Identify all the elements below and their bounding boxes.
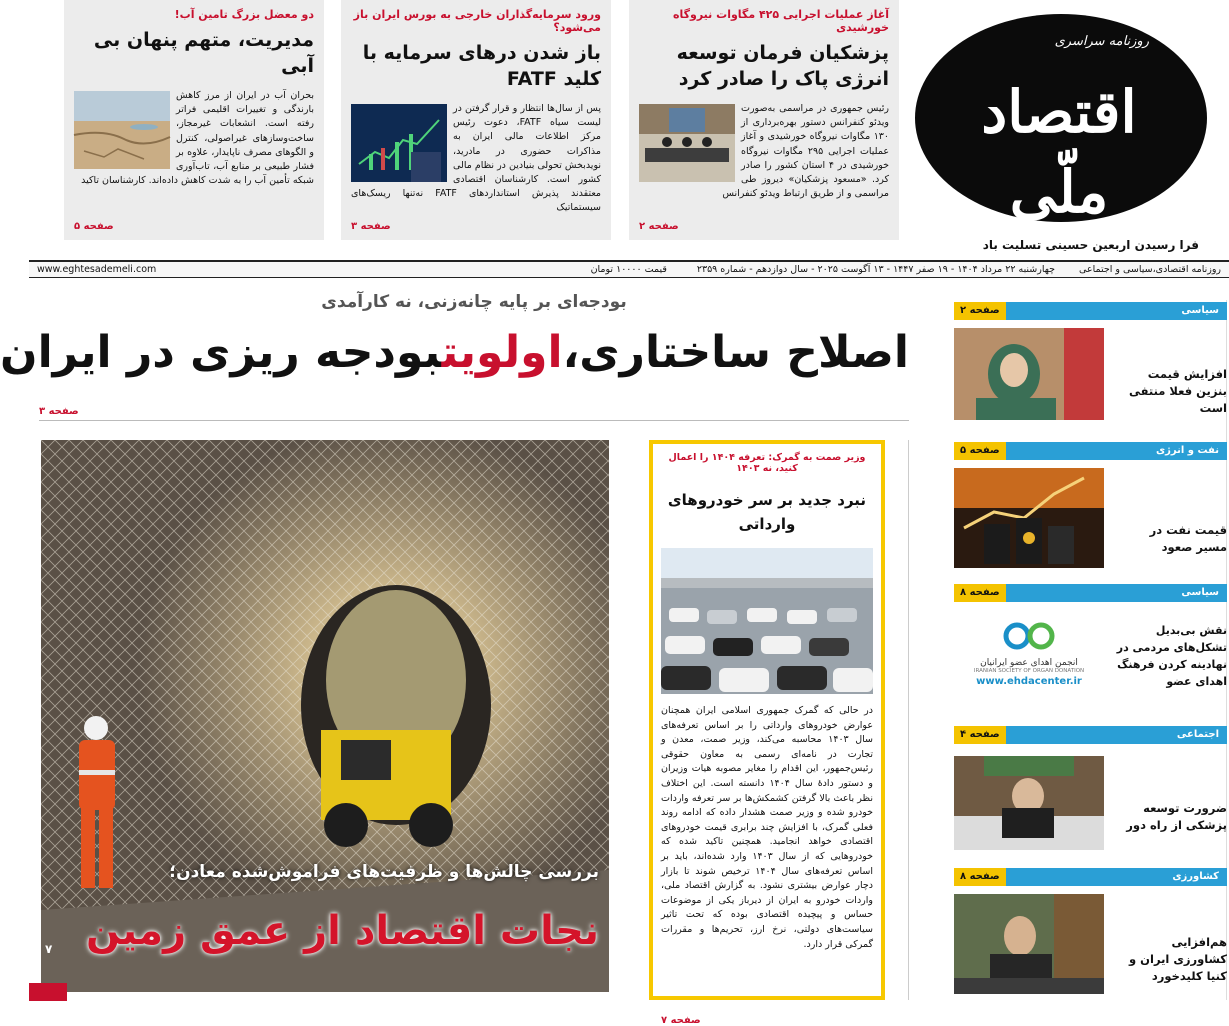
teaser-kicker: آغاز عملیات اجرایی ۴۲۵ مگاوات نیروگاه خورشیدی	[672, 8, 889, 34]
sidebar-item-agriculture[interactable]	[954, 868, 1227, 1000]
teaser-body-text: بحران آب در ایران از مرز کاهش بارندگی و تغییرات اقلیمی فراتر رفته است. انشعابات غیرمجاز، ساخت‌وسازهای غیراصولی، کنترل و الگوهای مصرف ناپایدار، علاوه بر فشار طبیعی بر منابع آب، تاب‌آوری شبکه تأمین آب را به شدت کاهش داده‌اند. کارشناسان تاکید	[81, 90, 314, 187]
sidebar-text: هم‌افزایی کشاورزی ایران و کنیا کلید‌خورد	[1129, 935, 1227, 983]
center-story-page: صفحه ۷	[661, 1015, 701, 1026]
dry-land-photo	[74, 91, 170, 169]
teaser-body	[351, 102, 601, 216]
section-page: صفحه ۲	[954, 302, 1006, 320]
teaser-water[interactable]	[64, 0, 324, 240]
corner-badge	[29, 983, 67, 1001]
issue-date: چهارشنبه ۲۲ مرداد ۱۴۰۴ - ۱۹ صفر ۱۴۴۷ - ۱۳ آگوست ۲۰۲۵ - سال دوازدهم - شماره ۲۳۵۹	[696, 264, 1055, 275]
center-story-kicker: وزیر صمت به گمرک: تعرفه ۱۴۰۴ را اعمال کنید، نه ۱۴۰۳	[668, 452, 866, 474]
section-page: صفحه ۸	[954, 868, 1006, 886]
teaser-fatf[interactable]	[341, 0, 611, 240]
oil-barrels-photo	[954, 468, 1104, 568]
teaser-kicker: دو معضل بزرگ تامین آب!	[174, 8, 314, 21]
sidebar-text: ضرورت توسعه پزشکی از راه دور	[1126, 801, 1227, 832]
official-portrait-photo	[954, 328, 1104, 420]
paper-section: روزنامه اقتصادی،سیاسی و اجتماعی	[1079, 264, 1221, 275]
headline-part-1: اصلاح ساختاری،	[562, 327, 909, 378]
headline-title	[0, 318, 909, 388]
teaser-kicker: ورود سرمایه‌گذاران خارجی به بورس ایران باز می‌شود؟	[353, 8, 601, 34]
section-label: اجتماعی	[1006, 726, 1227, 744]
minister-photo	[954, 894, 1104, 994]
headline-highlight: اولویت	[441, 327, 563, 378]
info-bar	[29, 260, 1229, 278]
teaser-title: پزشکیان فرمان توسعه انرژی پاک را صادر کرد	[676, 42, 889, 90]
condolence-line: فرا رسیدن اربعین حسینی تسلیت باد	[982, 238, 1199, 252]
sidebar-text: افزایش قیمت بنزین فعلا منتفی است	[1128, 367, 1227, 415]
headline-kicker: بودجه‌ای بر پایه چانه‌زنی، نه کارآمدی	[321, 292, 627, 312]
section-page: صفحه ۸	[954, 584, 1006, 602]
sidebar-text: نقش بی‌بدیل تشکل‌های مردمی در نهادینه کردن فرهنگ اهدای عضو	[1116, 624, 1227, 688]
president-meeting-photo	[639, 104, 735, 182]
teaser-body	[639, 102, 889, 201]
section-page: صفحه ۵	[954, 442, 1006, 460]
photo-story-page-num: ۷	[45, 942, 53, 956]
section-label: نفت و انرژی	[1006, 442, 1227, 460]
teaser-page: صفحه ۳	[351, 221, 391, 232]
section-page: صفحه ۴	[954, 726, 1006, 744]
teaser-body-text: رئیس جمهوری در مراسمی به‌صورت ویدئو کنفرانس دستور بهره‌برداری از ۱۳۰ مگاوات نیروگاه خورشیدی و آغاز عملیات اجرایی ۲۹۵ مگاوات نیروگاه خورشیدی در ۴ استان کشور را صادر کرد. «مسعود پزشکیان» دیروز طی مراسمی و از طریق ارتباط ویدئو کنفرانس	[722, 103, 889, 200]
sidebar-item-politics-2[interactable]	[954, 584, 1227, 714]
photo-story[interactable]	[41, 440, 609, 992]
section-label: سیاسی	[1006, 584, 1227, 602]
teaser-body	[74, 89, 314, 188]
photo-story-kicker: بررسی چالش‌ها و ظرفیت‌های فراموش‌شده معادن؛	[169, 862, 599, 882]
issue-price: قیمت ۱۰۰۰۰ تومان	[590, 264, 667, 275]
section-label: سیاسی	[1006, 302, 1227, 320]
website-link[interactable]: www.eghtesademeli.com	[37, 264, 157, 275]
teaser-page: صفحه ۵	[74, 221, 114, 232]
organ-donation-logo	[954, 610, 1104, 706]
center-story-body: در حالی که گمرک جمهوری اسلامی ایران همچنان عوارض خودروهای وارداتی را بر اساس تعرفه‌های سال ۱۴۰۳ محاسبه می‌کند، وزیر صمت، معدن و تجارت در نامه‌ای رسمی به معاون حقوقی رئیس‌جمهور، این اقدام را مغایر مصوبه هیات وزیران و دستور دادهٔ سال ۱۴۰۴ دانسته است. این اختلاف نظر باعث بالا گرفتن کشمکش‌ها بر سر تعرفه واردات خودرو شده و وزیر صمت هشدار داده که ادامه روند فعلی گمرک، با افزایش چند برابری قیمت خودروهای اقتصادی خواهد انجامید. همچنین تاکید شده که خودروهایی که از سال ۱۴۰۳ وارد شده‌اند، باید بر اساس تعرفه‌های سال ۱۴۰۴ ترخیص شوند تا بازار دچار عوارض بیشتری نشود. به گزارش اقتصاد ملی، واردات خودرو به ایران از دیرباز یکی از موضوعات حساس و پیچیده اقتصادی بوده که تحت تاثیر سیاست‌های دولتی، نرخ ارز، تحریم‌ها و مقررات گمرکی قرار دارد.	[661, 705, 873, 950]
masthead-logo-text: اقتصاد ملّی	[981, 78, 1137, 226]
headline-page: صفحه ۳	[39, 406, 79, 417]
finance-photo	[351, 104, 447, 182]
sidebar-text: قیمت نفت در مسیر صعود	[1149, 523, 1227, 554]
center-story-title: نبرد جدید بر سر خودروهای وارداتی	[667, 491, 867, 533]
organ-donation-icon	[999, 618, 1059, 654]
headline-part-3: بودجه ریزی در ایران	[0, 327, 442, 378]
masthead	[899, 0, 1229, 258]
center-story[interactable]	[627, 440, 909, 1026]
masthead-tagline: روزنامه سراسری	[1054, 34, 1149, 49]
official-meeting-photo	[954, 756, 1104, 850]
teaser-page: صفحه ۲	[639, 221, 679, 232]
logo-en: IRANIAN SOCIETY OF ORGAN DONATION	[973, 668, 1085, 674]
teaser-solar[interactable]	[629, 0, 899, 240]
teaser-body-text: پس از سال‌ها انتظار و قرار گرفتن در لیست سیاه FATF، دعوت رئیس مرکز اطلاعات مالی ایران به مذاکرات حضوری در مادرید، نوید‌بخش تحولی بنیادین در نظام مالی کشور است. کارشناسان اقتصادی معتقدند پذیرش استانداردهای FATF نه‌تنها ریسک‌های سیستماتیک	[351, 103, 601, 214]
headline-block	[0, 292, 909, 424]
photo-story-title: نجات اقتصاد از عمق زمین	[85, 908, 599, 954]
logo-fa: انجمن اهدای عضو ایرانیان	[980, 658, 1078, 668]
logo-url[interactable]: www.ehdacenter.ir	[976, 676, 1082, 687]
sidebar-item-oil[interactable]	[954, 442, 1227, 572]
teaser-title: مدیریت، متهم پنهان بی آبی	[93, 29, 314, 77]
sidebar-item-social[interactable]	[954, 726, 1227, 856]
imported-cars-photo	[661, 548, 873, 694]
sidebar-item-politics-1[interactable]	[954, 302, 1227, 432]
section-label: کشاورزی	[1006, 868, 1227, 886]
teaser-title: باز شدن درهای سرمایه با کلید FATF	[362, 42, 601, 90]
